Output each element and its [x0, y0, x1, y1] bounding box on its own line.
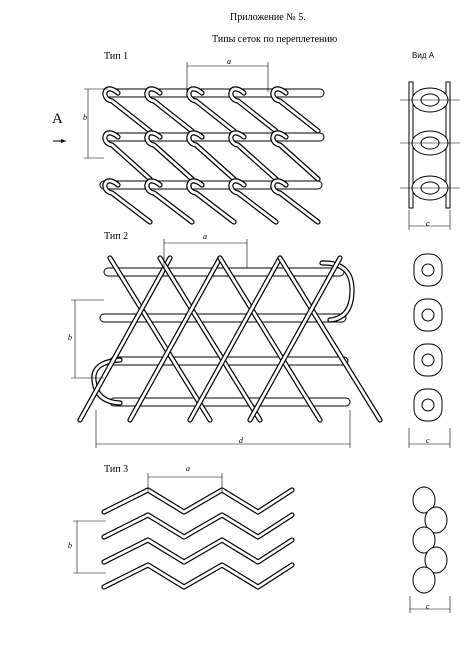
type-1-spirals	[105, 89, 318, 222]
rod-3	[100, 181, 322, 189]
view-arrow-letter: А	[52, 111, 63, 127]
type-1-mesh	[53, 62, 324, 222]
dim-a-type1: a	[227, 57, 231, 66]
view-a-2	[409, 254, 450, 448]
dim-c-view1: c	[426, 219, 430, 228]
type-3-mesh	[73, 473, 292, 587]
view-arrow	[53, 139, 66, 143]
view2-eye-3	[422, 399, 434, 411]
dim-d-type2: d	[239, 436, 243, 445]
dim-b-type3: b	[68, 541, 72, 550]
type-2-mesh	[71, 239, 380, 448]
rod-3	[110, 357, 348, 365]
type-2-label: Тип 2	[104, 231, 129, 242]
dim-a-type2: a	[203, 232, 207, 241]
dim-b-type2: b	[68, 333, 72, 342]
view2-eye-2	[422, 354, 434, 366]
appendix-number: Приложение № 5.	[230, 12, 306, 23]
view2-eye-1	[422, 309, 434, 321]
page-title: Типы сеток по переплетению	[212, 34, 338, 45]
dim-b-type1: b	[83, 113, 87, 122]
type-3-zigzag-wires	[104, 490, 292, 587]
dim-a-type3: a	[186, 464, 190, 473]
view3-link-4	[413, 567, 435, 593]
view-a-3	[410, 487, 450, 613]
type-1-label: Тип 1	[104, 51, 129, 62]
view-a-1	[400, 82, 460, 230]
dim-c-view3: c	[426, 602, 430, 611]
view-a-label: Вид А	[412, 51, 435, 60]
rod-4	[110, 398, 350, 406]
rod-2	[104, 133, 324, 141]
dim-c-view2: c	[426, 436, 430, 445]
type-2-diamond-wires	[80, 258, 380, 420]
rod-1	[104, 89, 324, 97]
type-3-label: Тип 3	[104, 464, 129, 475]
view2-eye-0	[422, 264, 434, 276]
